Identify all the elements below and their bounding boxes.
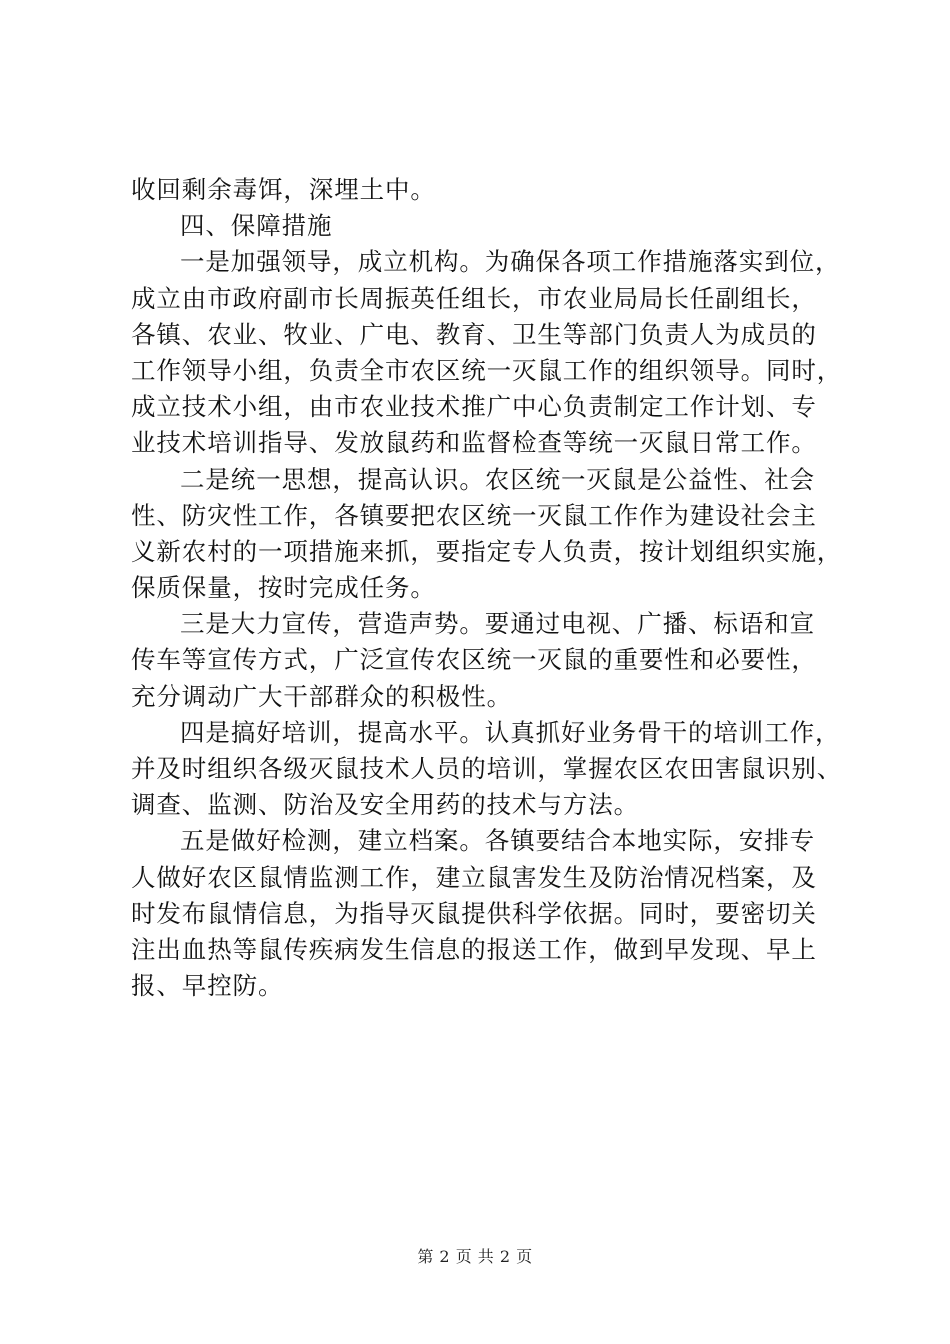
text-line: 工作领导小组，负责全市农区统一灭鼠工作的组织领导。同时， [131,355,843,385]
text-line: 业技术培训指导、发放鼠药和监督检查等统一灭鼠日常工作。 [131,428,817,458]
text-line: 四是搞好培训，提高水平。认真抓好业务骨干的培训工作， [180,717,841,747]
text-line: 保质保量，按时完成任务。 [131,573,436,603]
text-line: 注出血热等鼠传疾病发生信息的报送工作，做到早发现、早上 [131,934,817,964]
text-line: 二是统一思想，提高认识。农区统一灭鼠是公益性、社会 [180,464,815,494]
section-heading: 四、保障措施 [180,211,333,241]
text-line: 报、早控防。 [131,971,284,1001]
text-line: 义新农村的一项措施来抓，要指定专人负责，按计划组织实施， [131,536,843,566]
text-line: 充分调动广大干部群众的积极性。 [131,681,512,711]
text-line: 时发布鼠情信息，为指导灭鼠提供科学依据。同时，要密切关 [131,898,817,928]
document-body [131,172,861,1004]
text-line: 收回剩余毒饵，深埋土中。 [131,175,436,204]
text-line: 五是做好检测，建立档案。各镇要结合本地实际，安排专 [180,826,815,856]
text-line: 各镇、农业、牧业、广电、教育、卫生等部门负责人为成员的 [131,319,817,349]
text-line: 性、防灾性工作，各镇要把农区统一灭鼠工作作为建设社会主 [131,500,817,530]
text-line: 成立技术小组，由市农业技术推广中心负责制定工作计划、专 [131,392,817,422]
text-line: 三是大力宣传，营造声势。要通过电视、广播、标语和宣 [180,609,815,639]
page-number-footer: 第 2 页 共 2 页 [417,1247,533,1266]
text-line: 人做好农区鼠情监测工作，建立鼠害发生及防治情况档案，及 [131,862,817,892]
text-line: 成立由市政府副市长周振英任组长，市农业局局长任副组长， [131,283,817,313]
text-line: 调查、监测、防治及安全用药的技术与方法。 [131,790,639,820]
text-line: 传车等宣传方式，广泛宣传农区统一灭鼠的重要性和必要性， [131,645,817,675]
text-line: 一是加强领导，成立机构。为确保各项工作措施落实到位， [180,247,841,277]
text-line: 并及时组织各级灭鼠技术人员的培训，掌握农区农田害鼠识别、 [131,754,843,783]
